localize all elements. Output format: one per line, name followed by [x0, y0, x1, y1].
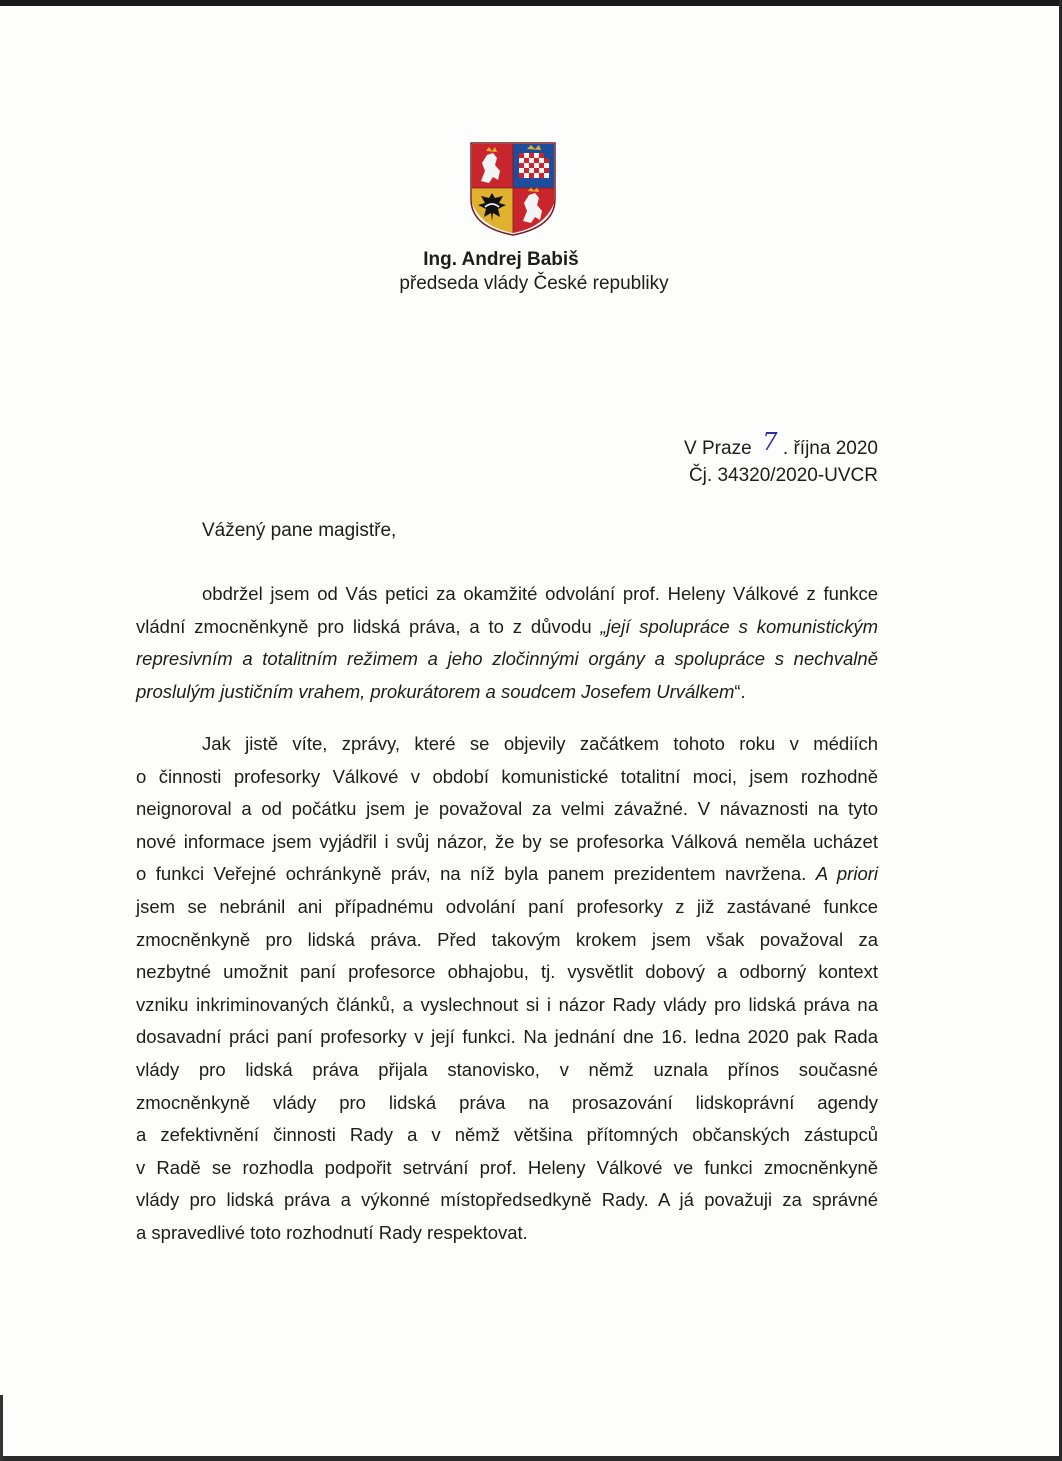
paragraph-1-line	[136, 643, 878, 676]
quote-run: „její spolupráce s komunistickým	[600, 615, 879, 637]
italic-run: A priori	[815, 863, 879, 885]
paragraph-2-line: o činnosti profesorky Válkové v období komunistické totalitní moci, jsem rozhodně	[136, 765, 878, 787]
paragraph-2-line: zmocněnkyně pro lidská práva. Před takovým krokem jsem však považoval za	[136, 928, 878, 950]
paragraph-2-line: vzniku inkriminovaných článků, a vyslechnout si i názor Rady vlády pro lidská práva na	[136, 993, 878, 1015]
handwritten-day: 7	[762, 428, 778, 456]
quote-run: proslulým justičním vrahem, prokurátorem a soudcem Josefem Urválkem	[136, 680, 735, 702]
paragraph-2-line: nezbytné umožnit paní profesorce obhajobu, tj. vysvětlit dobový a odborný kontext	[136, 961, 878, 983]
quote-run: represivním a totalitním režimem a jeho zločinnými orgány a spolupráce s nechvalně	[136, 648, 878, 670]
date-prefix: V Praze	[684, 438, 752, 459]
date-block	[684, 428, 878, 489]
scan-edge-top	[0, 0, 1062, 6]
reference-number: Čj. 34320/2020-UVCR	[688, 465, 878, 486]
scan-edge-bottom	[0, 1456, 1062, 1461]
text-run: vládní zmocněnkyně pro lidská práva, a to z důvodu	[136, 615, 601, 637]
czech-coat-of-arms-icon	[469, 141, 557, 237]
paragraph-2-line: zmocněnkyně vlády pro lidská práva na prosazování lidskoprávní agendy	[136, 1091, 878, 1113]
paragraph-2-line: v Radě se rozhodla podpořit setrvání prof. Heleny Válkové ve funkci zmocněnkyně	[136, 1156, 878, 1178]
date-line	[684, 428, 878, 462]
paragraph-2-line: jsem se nebránil ani případnému odvolání paní profesorky z již zastávané funkce	[136, 895, 878, 917]
paragraph-1-line	[136, 578, 878, 611]
paragraph-2-line: neignoroval a od počátku jsem je považoval za velmi závažné. V návaznosti na tyto	[136, 798, 878, 820]
sender-role: předseda vlády České republiky	[399, 273, 669, 294]
paragraph-2-line: dosavadní práci paní profesorky v její funkci. Na jednání dne 16. ledna 2020 pak Rada	[136, 1026, 878, 1048]
paragraph-1-line	[136, 611, 878, 644]
text-run: “.	[734, 680, 746, 702]
paragraph-1	[136, 578, 878, 708]
paragraph-2	[136, 728, 878, 1250]
text-run: o funkci Veřejné ochránkyně práv, na níž byla panem prezidentem navržena.	[136, 863, 807, 885]
paragraph-1-line	[136, 676, 878, 709]
paragraph-2-line: a zefektivnění činnosti Rady a v němž většina přítomných občanských zástupců	[136, 1124, 878, 1146]
paragraph-2-line: vlády pro lidská práva přijala stanovisko, v němž uznala přínos současné	[136, 1058, 878, 1080]
text-run: obdržel jsem od Vás petici za okamžité odvolání prof. Heleny Válkové z funkce	[202, 583, 878, 604]
date-suffix: . října 2020	[782, 438, 878, 459]
sender-name: Ing. Andrej Babiš	[423, 249, 579, 270]
paragraph-2-line: a spravedlivé toto rozhodnutí Rady respektovat.	[136, 1221, 528, 1243]
paragraph-2-line	[136, 858, 878, 891]
paragraph-2-line: nové informace jsem vyjádřil i svůj názor, že by se profesorka Válková neměla ucházet	[136, 830, 878, 852]
scan-edge-left	[0, 1395, 3, 1461]
paragraph-2-line: vlády pro lidská práva a výkonné místopředsedkyně Rady. A já považuji za správné	[136, 1189, 878, 1211]
salutation: Vážený pane magistře,	[202, 520, 397, 541]
paragraph-2-line: Jak jistě víte, zprávy, které se objevily začátkem tohoto roku v médiích	[202, 733, 878, 754]
